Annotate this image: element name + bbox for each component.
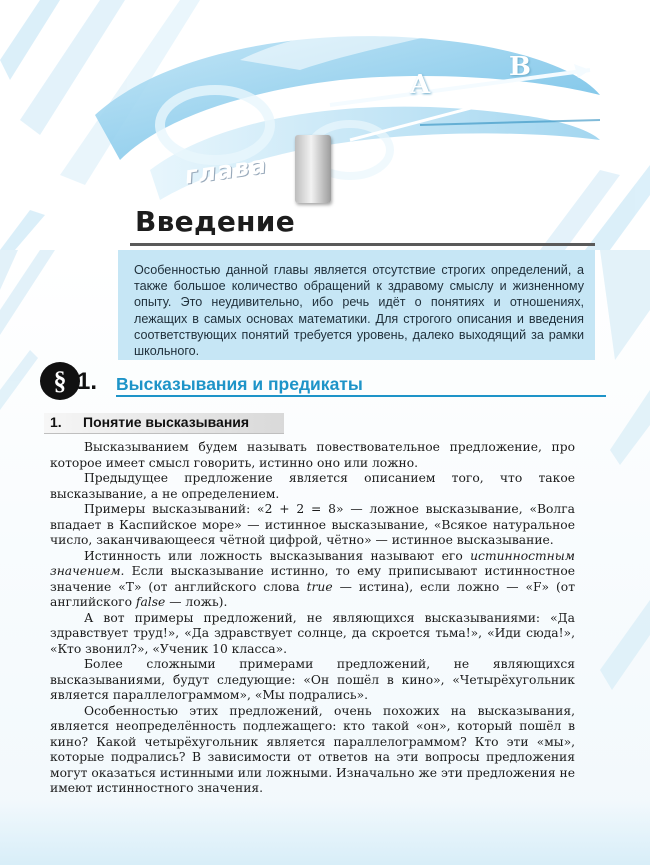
text-run: — истина), если ложно — «F» (от английского: [50, 579, 575, 609]
body-text: [50, 440, 575, 797]
paragraph-subject-uncertainty: Особенностью этих предложений, очень похожих на высказывания, является неопределённость подлежащего: кто такой «он», который пошёл в кино? Какой четырёхугольник является параллелограммом? Кто эти «мы», которые подрались? В зависимости от ответов на эти вопросы предложения могут оказаться истинными или ложными. Изначально же эти предложения не имеют истинностного значения.: [50, 703, 575, 795]
paragraph-non-statements: А вот примеры предложений, не являющихся высказываниями: «Да здравствует труд!», «Да здравствует солнце, да скроется тьма!», «Иди сюда!», «Кто звонил?», «Ученик 10 класса».: [50, 610, 575, 656]
paragraph-examples: Примеры высказываний: «2 + 2 = 8» — ложное высказывание, «Волга впадает в Каспийское море» — истинное высказывание, «Всякое натуральное число, заканчивающееся чётной цифрой, чётно» — истинное высказывание.: [50, 502, 575, 547]
section-number: 1.: [77, 368, 98, 395]
word-false: false: [135, 595, 166, 609]
chapter-title: Введение: [135, 205, 296, 238]
chapter-title-rule: [130, 243, 595, 246]
subsection-number: 1.: [50, 414, 62, 430]
decor-letter-a: A: [410, 70, 431, 100]
section-symbol-badge: §: [40, 362, 80, 400]
text-run: — ложь).: [165, 595, 228, 609]
text-run: Истинность или ложность высказывания называют его: [84, 548, 471, 563]
text-run: Если высказывание истинно, то ему приписывают истинностное значение «Т» (от английского слова: [50, 564, 575, 594]
subsection-title: Понятие высказывания: [83, 414, 250, 430]
chapter-intro-text: Особенностью данной главы является отсутствие строгих определений, а также большое количество обращений к здравому смыслу и жизненному опыту. Это неудивительно, ибо речь идёт о понятиях и отношениях, лежащих в самых основах математики. Для строгого описания и введения соответствующих понятий требуется уровень, далеко выходящий за рамки школьного.: [134, 263, 584, 359]
chapter-number-roman-one-block: [295, 135, 331, 203]
paragraph-definition: Высказыванием будем называть повествовательное предложение, про которое имеет смысл говорить, истинно оно или ложно.: [50, 440, 575, 470]
term-truth-value: истинностным значением.: [50, 548, 575, 578]
section-title: Высказывания и предикаты: [116, 374, 363, 394]
bottom-gradient-band: [0, 800, 650, 865]
word-true: true: [306, 579, 333, 594]
chapter-label: глава: [183, 150, 269, 190]
chapter-banner-artwork: [0, 0, 650, 250]
decor-letter-b: B: [509, 52, 531, 82]
paragraph-description-note: Предыдущее предложение является описанием того, что такое высказывание, а не определением.: [50, 471, 575, 501]
paragraph-complex-examples: Более сложными примерами предложений, не являющихся высказываниями, будут следующие: «Он пошёл в кино», «Четырёхугольник является параллелограммом», «Мы подрались».: [50, 657, 575, 702]
section-title-rule: [116, 395, 606, 397]
section-heading: [40, 362, 600, 404]
paragraph-truth-value: [50, 549, 575, 611]
